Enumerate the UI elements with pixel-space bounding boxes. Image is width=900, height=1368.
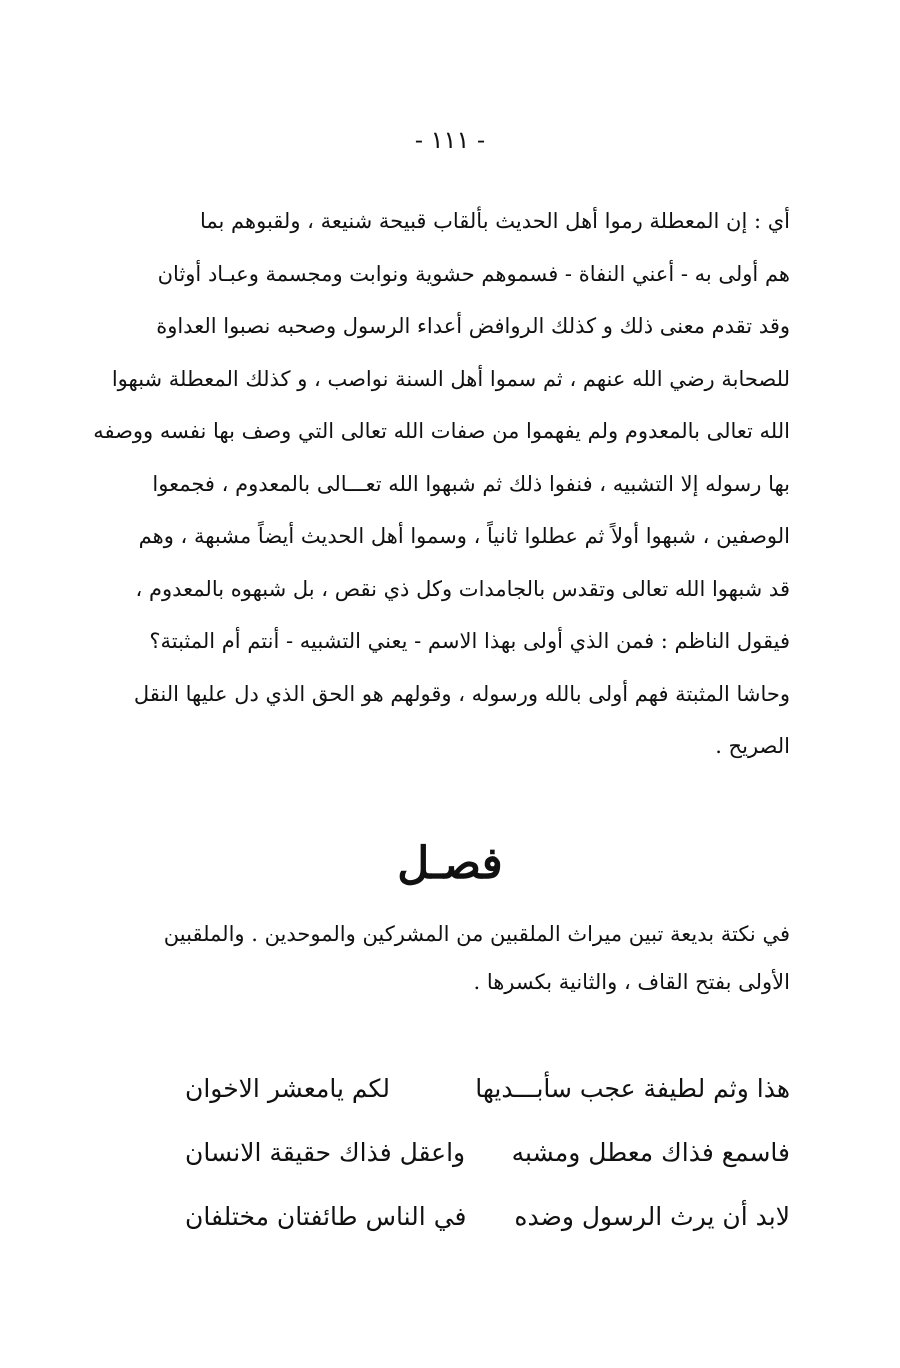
section-heading: فصـل [397,838,503,889]
poem-verse [185,1126,790,1180]
commentary-line: فيقول الناظم : فمن الذي أولى بهذا الاسم - يعني التشبيه - أنتم أم المثبتة؟ [149,629,790,653]
verse-second-hemistich: واعقل فذاك حقيقة الانسان [185,1138,466,1167]
section-intro-line: الأولى بفتح القاف ، والثانية بكسرها . [473,970,790,994]
verse-second-hemistich: في الناس طائفتان مختلفان [185,1202,467,1231]
commentary-line: هم أولى به - أعني النفاة - فسموهم حشوية ونوابت ومجسمة وعبـاد أوثان [157,261,790,286]
commentary-line: بها رسوله إلا التشبيه ، فنفوا ذلك ثم شبهوا الله تعـــالى بالمعدوم ، فجمعوا [152,471,790,496]
commentary-line: الصريح . [715,734,790,758]
poem-verse [185,1190,790,1244]
verse-second-hemistich: لكم يامعشر الاخوان [185,1074,390,1103]
section-intro-line: في نكتة بديعة تبين ميراث الملقبين من المشركين والموحدين . والملقبين [163,922,790,946]
commentary-paragraph [93,195,790,773]
commentary-line: وحاشا المثبتة فهم أولى بالله ورسوله ، وقولهم هو الحق الذي دل عليها النقل [133,681,790,706]
poem [185,1062,790,1254]
commentary-line: الله تعالى بالمعدوم ولم يفهموا من صفات الله تعالى التي وصف بها نفسه ووصفه [93,419,790,443]
commentary-line: قد شبهوا الله تعالى وتقدس بالجامدات وكل ذي نقص ، بل شبهوه بالمعدوم ، [135,576,790,601]
commentary-line: الوصفين ، شبهوا أولاً ثم عطلوا ثانياً ، وسموا أهل الحديث أيضاً مشبهة ، وهم [138,524,790,548]
page-number: - ١١١ - [414,126,486,154]
section-intro [163,910,790,1006]
verse-first-hemistich: لابد أن يرث الرسول وضده [514,1202,790,1231]
verse-first-hemistich: فاسمع فذاك معطل ومشبه [511,1138,790,1167]
verse-first-hemistich: هذا وثم لطيفة عجب سأبـــديها [475,1074,790,1103]
commentary-line: وقد تقدم معنى ذلك و كذلك الروافض أعداء الرسول وصحبه نصبوا العداوة [156,314,790,338]
commentary-line: للصحابة رضي الله عنهم ، ثم سموا أهل السنة نواصب ، و كذلك المعطلة شبهوا [111,366,790,391]
poem-verse [185,1062,790,1116]
commentary-line: أي : إن المعطلة رموا أهل الحديث بألقاب قبيحة شنيعة ، ولقبوهم بما [200,209,790,233]
